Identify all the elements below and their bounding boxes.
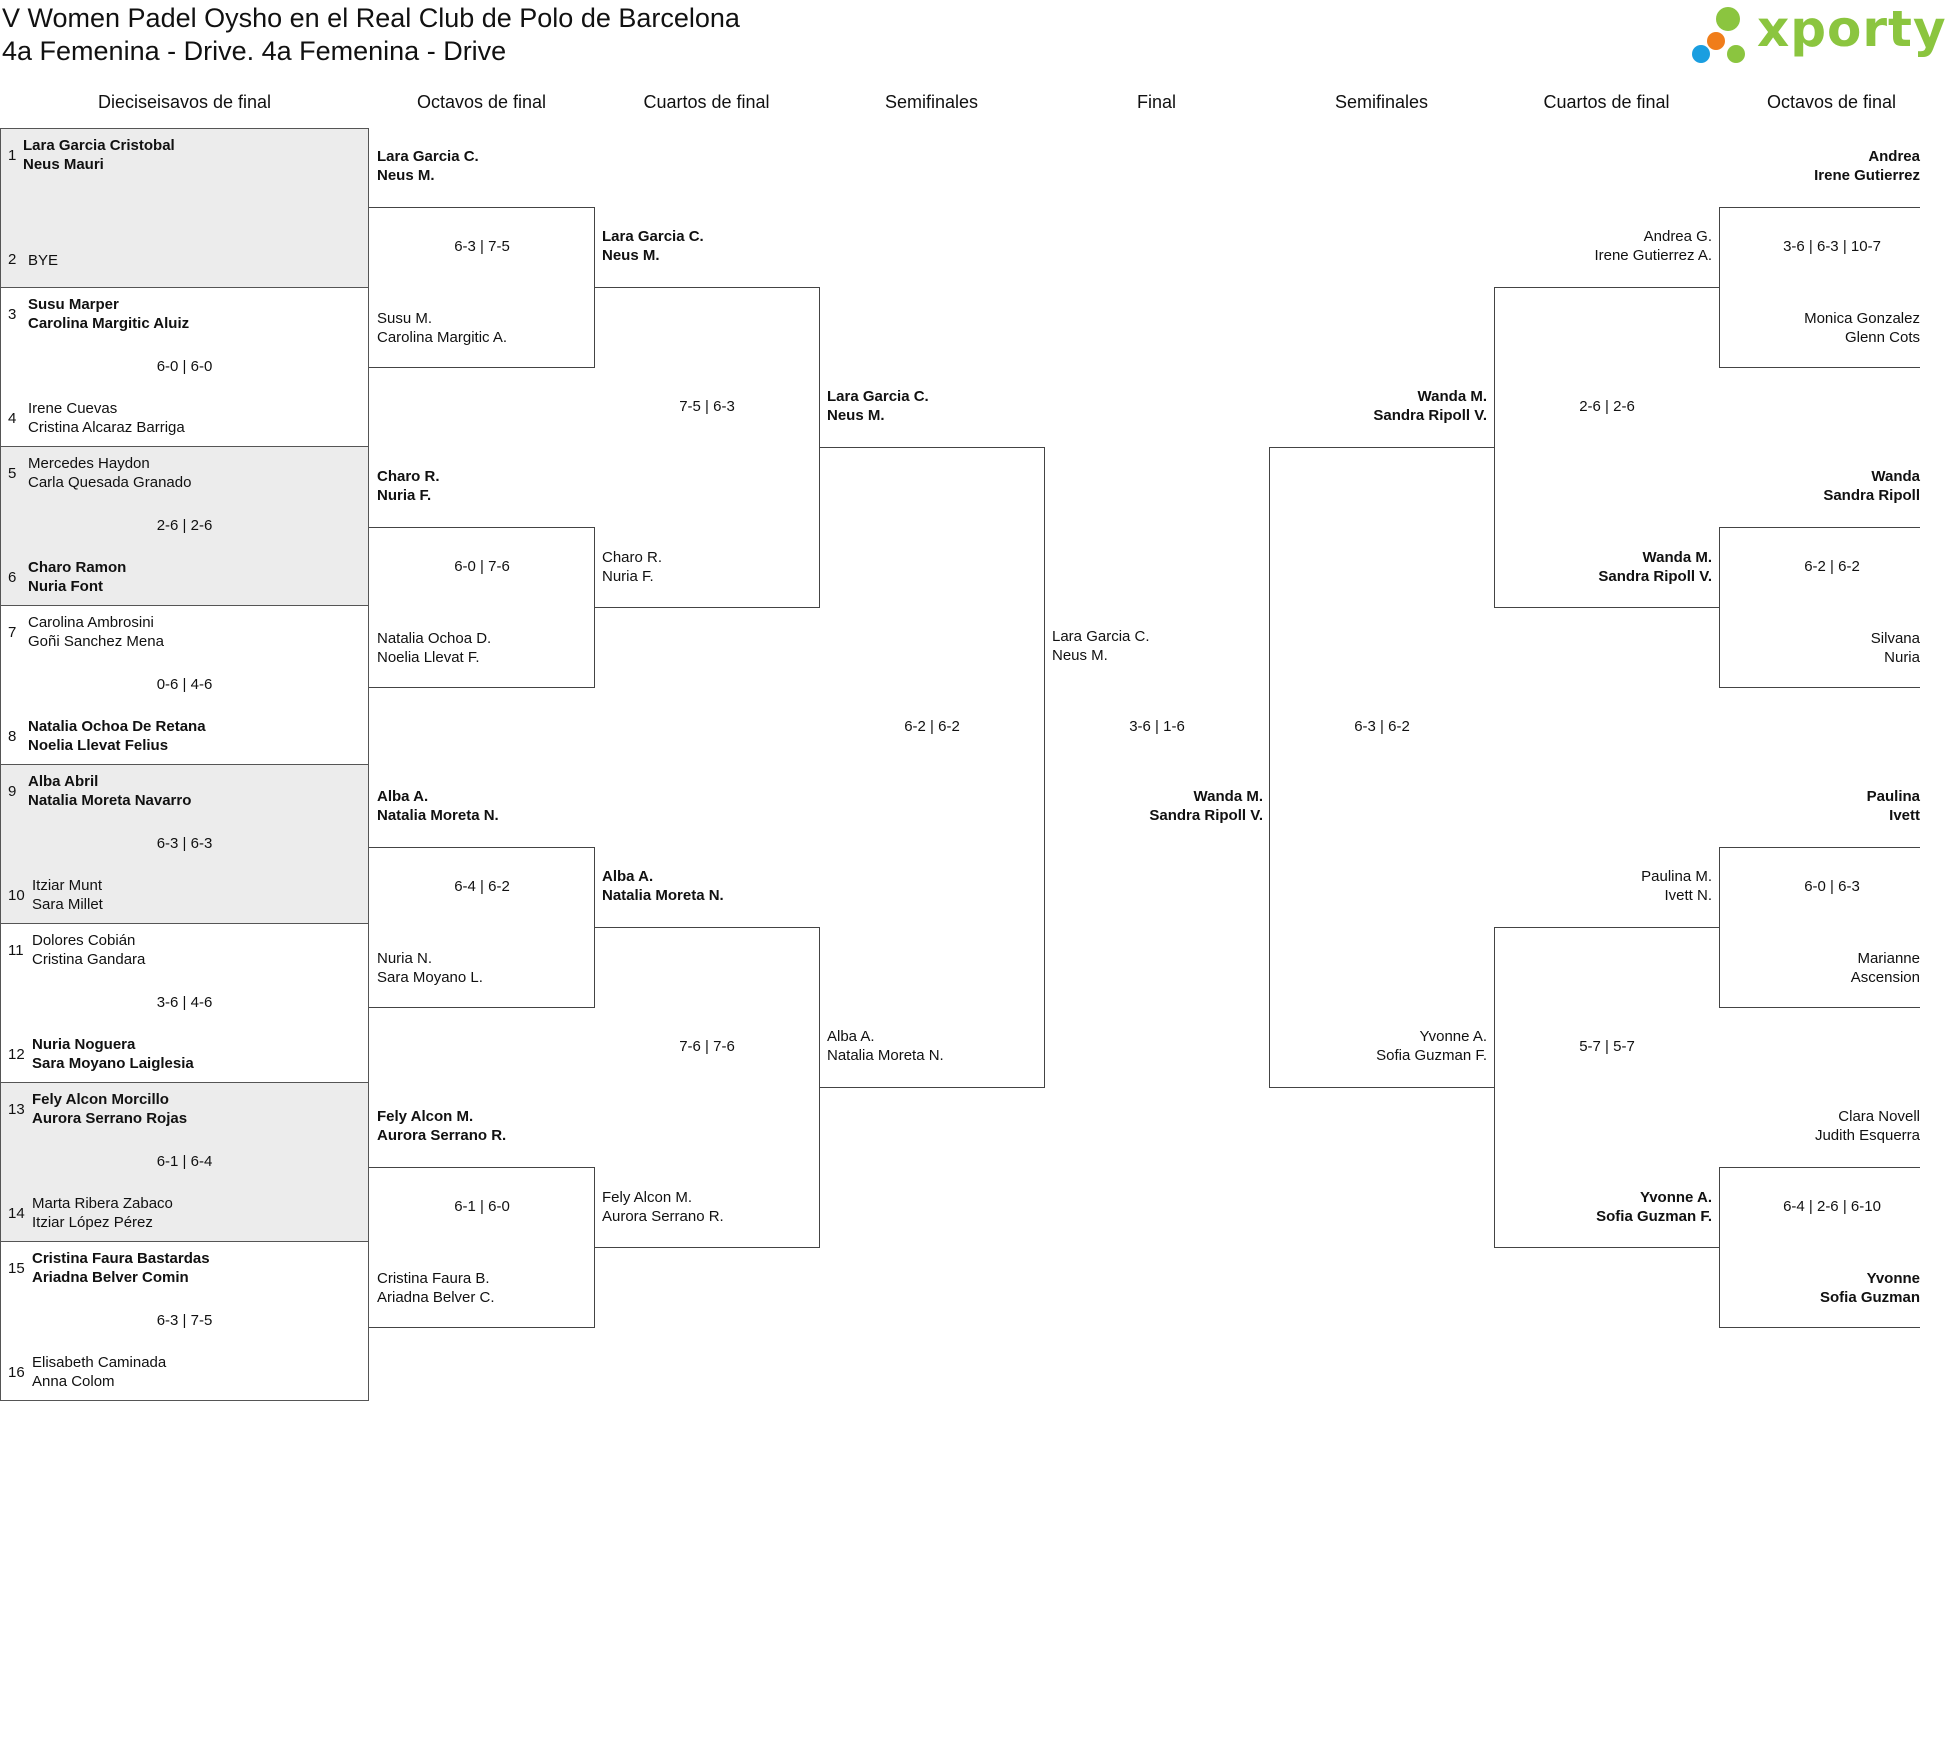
- r32-team-top[interactable]: [32, 1249, 210, 1287]
- r16-right-team-bottom[interactable]: [1851, 949, 1920, 987]
- r16-right-team-top-player: Ivett: [1889, 807, 1920, 824]
- sf-left-team-top-player: Lara Garcia C.: [827, 388, 929, 405]
- r16-right-team-top-player: Judith Esquerra: [1814, 1127, 1920, 1144]
- final-team-top-player: Lara Garcia C.: [1052, 628, 1150, 645]
- match-score: 2-6 | 2-6: [156, 517, 213, 534]
- qf-right-team-bottom-player: Sofia Guzman F.: [1596, 1208, 1712, 1225]
- player-name: Goñi Sanchez Mena: [28, 633, 164, 650]
- r32-match[interactable]: [0, 287, 369, 447]
- qf-left-team-bottom-player: Fely Alcon M.: [602, 1189, 693, 1206]
- r16-left-score: 6-1 | 6-0: [454, 1198, 510, 1215]
- sf-left-team-top-player: Neus M.: [827, 407, 885, 424]
- r16-left-team-bottom-player: Natalia Ochoa D.: [377, 630, 492, 647]
- match-score: 0-6 | 4-6: [156, 676, 213, 693]
- bracket-connector: [1719, 847, 1720, 1008]
- match-score: 6-3 | 7-5: [156, 1312, 213, 1329]
- r32-team-top[interactable]: [32, 1090, 187, 1128]
- player-name: BYE: [28, 252, 59, 269]
- bracket-connector: [1719, 367, 1920, 368]
- r32-team-bottom[interactable]: [28, 558, 126, 596]
- final-team-top-player: Neus M.: [1052, 647, 1108, 664]
- sf-left-team-top[interactable]: [827, 387, 929, 425]
- seed-number: 11: [8, 942, 24, 959]
- r16-right-team-top[interactable]: [1814, 147, 1920, 185]
- r16-left-team-top-player: Lara Garcia C.: [377, 148, 479, 165]
- bracket-connector: [369, 687, 594, 688]
- qf-left-team-bottom-player: Charo R.: [602, 549, 663, 566]
- sf-right-team-top[interactable]: [1373, 387, 1487, 425]
- r16-right-score: 3-6 | 6-3 | 10-7: [1783, 238, 1881, 255]
- r16-left-team-top-player: Neus M.: [377, 167, 435, 184]
- r16-left-team-bottom[interactable]: [377, 309, 507, 347]
- bracket-connector: [1269, 1087, 1494, 1088]
- seed-number: 6: [8, 569, 17, 586]
- qf-right-team-top[interactable]: [1641, 867, 1712, 905]
- final-team-bottom[interactable]: [1149, 787, 1263, 825]
- qf-right-team-top-player: Irene Gutierrez A.: [1594, 247, 1712, 264]
- r32-match[interactable]: [0, 128, 369, 288]
- qf-right-team-top-player: Andrea G.: [1643, 228, 1712, 245]
- bracket-connector: [1269, 447, 1270, 1088]
- sf-left-team-bottom[interactable]: [827, 1027, 944, 1065]
- r32-team-top[interactable]: [23, 136, 175, 174]
- r16-right-team-top[interactable]: [1815, 1107, 1920, 1145]
- player-name: Nuria Noguera: [32, 1036, 136, 1053]
- qf-left-team-bottom-player: Nuria F.: [602, 568, 654, 585]
- bracket-connector: [1494, 287, 1719, 288]
- seed-number: 10: [8, 887, 25, 904]
- player-name: Aurora Serrano Rojas: [32, 1110, 188, 1127]
- player-name: Natalia Ochoa De Retana: [28, 718, 206, 735]
- r32-team-top[interactable]: [32, 931, 145, 969]
- round-header-r32: Dieciseisavos de final: [97, 92, 272, 112]
- round-header-final: Final: [1136, 92, 1176, 112]
- r16-left-team-top-player: Nuria F.: [377, 487, 432, 504]
- player-name: Dolores Cobián: [32, 932, 136, 949]
- logo-dot-orange: [1707, 32, 1725, 50]
- sf-right-team-bottom-player: Sofia Guzman F.: [1376, 1047, 1487, 1064]
- seed-number: 8: [8, 728, 17, 745]
- player-name: Itziar Munt: [32, 877, 103, 894]
- qf-right-team-bottom[interactable]: [1598, 548, 1712, 586]
- r16-right-team-bottom[interactable]: [1820, 1269, 1920, 1307]
- r32-team-bottom[interactable]: [28, 399, 185, 437]
- seed-number: 4: [8, 410, 17, 427]
- bracket-connector: [594, 927, 819, 928]
- qf-right-team-top[interactable]: [1594, 227, 1712, 265]
- r16-right-team-bottom-player: Silvana: [1870, 630, 1920, 647]
- player-name: Sara Moyano Laiglesia: [32, 1055, 194, 1072]
- player-name: Sara Millet: [32, 896, 103, 913]
- r16-right-team-top-player: Irene Gutierrez: [1814, 167, 1920, 184]
- r16-right-team-bottom[interactable]: [1804, 309, 1920, 347]
- r16-right-team-top[interactable]: [1867, 787, 1920, 825]
- qf-left-score: 7-5 | 6-3: [679, 398, 735, 415]
- r16-left-team-top-player: Natalia Moreta N.: [377, 807, 499, 824]
- r32-team-top[interactable]: [28, 454, 191, 492]
- seed-number: 9: [8, 783, 17, 800]
- seed-number: 7: [8, 624, 17, 641]
- qf-right-score: 5-7 | 5-7: [1579, 1038, 1635, 1055]
- r16-right-team-bottom[interactable]: [1871, 629, 1920, 667]
- player-name: Susu Marper: [28, 296, 119, 313]
- r16-left-team-bottom-player: Susu M.: [377, 310, 433, 327]
- bracket-connector: [1494, 1247, 1719, 1248]
- bracket-connector: [1719, 527, 1920, 528]
- bracket-connector: [1719, 1327, 1920, 1328]
- bracket-connector: [1269, 447, 1494, 448]
- r16-left-team-bottom[interactable]: [377, 1269, 495, 1307]
- player-name: Itziar López Pérez: [32, 1214, 153, 1231]
- r16-left-team-top-player: Fely Alcon M.: [377, 1108, 474, 1125]
- match-score: 6-1 | 6-4: [156, 1153, 213, 1170]
- player-name: Elisabeth Caminada: [32, 1354, 167, 1371]
- qf-left-team-top[interactable]: [602, 227, 704, 265]
- bracket-connector: [369, 1167, 594, 1168]
- r32-match[interactable]: [0, 764, 369, 924]
- r16-left-score: 6-4 | 6-2: [454, 878, 510, 895]
- r16-right-team-top-player: Wanda: [1871, 468, 1920, 485]
- final-team-bottom-player: Wanda M.: [1193, 788, 1263, 805]
- r16-left-team-top[interactable]: [377, 147, 479, 185]
- sf-right-team-top-player: Wanda M.: [1417, 388, 1487, 405]
- bracket-connector: [1719, 527, 1720, 688]
- seed-number: 3: [8, 306, 17, 323]
- qf-right-team-bottom-player: Yvonne A.: [1640, 1189, 1712, 1206]
- r16-right-team-bottom-player: Sofia Guzman: [1819, 1289, 1920, 1306]
- r32-team-top[interactable]: [28, 772, 191, 810]
- qf-right-team-bottom-player: Wanda M.: [1642, 549, 1712, 566]
- r16-right-score: 6-4 | 2-6 | 6-10: [1783, 1198, 1881, 1215]
- match-score: 6-0 | 6-0: [156, 358, 213, 375]
- bracket-connector: [594, 607, 819, 608]
- bracket-connector: [1494, 927, 1719, 928]
- r16-left-team-top-player: Charo R.: [377, 468, 440, 485]
- qf-right-team-top-player: Paulina M.: [1641, 868, 1712, 885]
- player-name: Cristina Faura Bastardas: [32, 1250, 210, 1267]
- r32-team-top[interactable]: [28, 295, 189, 333]
- bracket-connector: [1719, 1167, 1720, 1328]
- r16-right-score: 6-0 | 6-3: [1804, 878, 1860, 895]
- player-name: Marta Ribera Zabaco: [32, 1195, 173, 1212]
- bracket-connector: [1719, 207, 1920, 208]
- r16-right-score: 6-2 | 6-2: [1804, 558, 1860, 575]
- player-name: Natalia Moreta Navarro: [28, 792, 192, 809]
- player-name: Noelia Llevat Felius: [28, 737, 169, 754]
- logo-dot-green: [1716, 7, 1740, 31]
- bracket-connector: [1044, 447, 1045, 1088]
- r16-left-team-bottom[interactable]: [377, 629, 491, 667]
- sf-left-team-bottom-player: Natalia Moreta N.: [827, 1047, 944, 1064]
- r16-left-score: 6-3 | 7-5: [454, 238, 510, 255]
- r32-match[interactable]: [0, 605, 369, 765]
- player-name: Charo Ramon: [28, 559, 127, 576]
- r32-match[interactable]: [0, 1082, 369, 1242]
- r32-match[interactable]: [0, 1241, 369, 1401]
- seed-number: 15: [8, 1260, 25, 1277]
- bracket-connector: [1494, 607, 1719, 608]
- round-header-sf-right: Semifinales: [1334, 92, 1429, 112]
- bracket-connector: [1719, 1007, 1920, 1008]
- seed-number: 2: [8, 251, 17, 268]
- r16-right-team-top[interactable]: [1823, 467, 1920, 505]
- qf-right-score: 2-6 | 2-6: [1579, 398, 1635, 415]
- r16-left-team-top[interactable]: [377, 787, 499, 825]
- sf-right-team-top-player: Sandra Ripoll V.: [1373, 407, 1487, 424]
- round-header-r16-left: Octavos de final: [416, 92, 547, 112]
- category-title: 4a Femenina - Drive. 4a Femenina - Drive: [2, 36, 507, 66]
- player-name: Ariadna Belver Comin: [32, 1269, 189, 1286]
- bracket-connector: [369, 1327, 594, 1328]
- round-header-r16-right: Octavos de final: [1766, 92, 1897, 112]
- player-name: Mercedes Haydon: [28, 455, 150, 472]
- qf-left-team-bottom-player: Aurora Serrano R.: [602, 1208, 724, 1225]
- r16-right-team-top-player: Clara Novell: [1838, 1108, 1920, 1125]
- seed-number: 1: [8, 147, 17, 164]
- r16-right-team-bottom-player: Monica Gonzalez: [1804, 310, 1920, 327]
- player-name: Nuria Font: [28, 578, 103, 595]
- qf-left-team-top-player: Alba A.: [602, 868, 654, 885]
- r16-left-team-top-player: Aurora Serrano R.: [377, 1127, 507, 1144]
- seed-number: 12: [8, 1046, 25, 1063]
- r32-team-bottom[interactable]: [28, 251, 58, 270]
- player-name: Cristina Gandara: [32, 951, 146, 968]
- player-name: Alba Abril: [28, 773, 99, 790]
- qf-right-team-top-player: Ivett N.: [1664, 887, 1712, 904]
- match-score: 3-6 | 4-6: [156, 994, 213, 1011]
- final-team-top[interactable]: [1052, 627, 1150, 665]
- r16-right-team-bottom-player: Nuria: [1884, 649, 1920, 666]
- round-header-qf-left: Cuartos de final: [643, 92, 770, 112]
- player-name: Irene Cuevas: [28, 400, 118, 417]
- r32-team-bottom[interactable]: [32, 1353, 166, 1391]
- qf-left-score: 7-6 | 7-6: [679, 1038, 735, 1055]
- player-name: Anna Colom: [32, 1373, 115, 1390]
- player-name: Lara Garcia Cristobal: [23, 137, 175, 154]
- bracket-connector: [819, 447, 1044, 448]
- r16-left-team-top[interactable]: [377, 1107, 506, 1145]
- bracket-connector: [1494, 287, 1495, 608]
- r16-left-team-bottom-player: Noelia Llevat F.: [377, 649, 480, 666]
- r32-match[interactable]: [0, 923, 369, 1083]
- tournament-title: V Women Padel Oysho en el Real Club de Polo de Barcelona: [2, 3, 740, 33]
- xporty-logo[interactable]: [1690, 0, 1947, 68]
- bracket-connector: [1719, 1167, 1920, 1168]
- r16-left-team-top[interactable]: [377, 467, 440, 505]
- bracket-connector: [594, 1247, 819, 1248]
- sf-left-score: 6-2 | 6-2: [904, 718, 960, 735]
- logo-dot-blue: [1692, 45, 1710, 63]
- sf-right-team-bottom[interactable]: [1376, 1027, 1487, 1065]
- r32-match[interactable]: [0, 446, 369, 606]
- r16-left-score: 6-0 | 7-6: [454, 558, 510, 575]
- qf-left-team-top-player: Neus M.: [602, 247, 660, 264]
- r16-right-team-top-player: Paulina: [1866, 788, 1920, 805]
- qf-left-team-top-player: Natalia Moreta N.: [602, 887, 724, 904]
- logo-dot-green-small: [1727, 45, 1745, 63]
- bracket-connector: [369, 527, 594, 528]
- final-score: 3-6 | 1-6: [1129, 718, 1185, 735]
- qf-left-team-bottom[interactable]: [602, 1188, 724, 1226]
- qf-left-team-bottom[interactable]: [602, 548, 662, 586]
- sf-right-score: 6-3 | 6-2: [1354, 718, 1410, 735]
- match-score: 6-3 | 6-3: [156, 835, 213, 852]
- player-name: Carolina Margitic Aluiz: [28, 315, 190, 332]
- player-name: Neus Mauri: [23, 156, 104, 173]
- r32-team-bottom[interactable]: [32, 876, 103, 914]
- sf-right-team-bottom-player: Yvonne A.: [1419, 1028, 1487, 1045]
- player-name: Carla Quesada Granado: [28, 474, 192, 491]
- bracket-connector: [369, 847, 594, 848]
- bracket-connector: [594, 287, 819, 288]
- r16-right-team-bottom-player: Ascension: [1850, 969, 1920, 986]
- sf-left-team-bottom-player: Alba A.: [827, 1028, 875, 1045]
- r16-right-team-top-player: Andrea: [1868, 148, 1920, 165]
- bracket-connector: [369, 367, 594, 368]
- bracket-connector: [369, 207, 594, 208]
- seed-number: 14: [8, 1205, 25, 1222]
- player-name: Cristina Alcaraz Barriga: [28, 419, 185, 436]
- r32-team-bottom[interactable]: [28, 717, 206, 755]
- r16-left-team-bottom-player: Cristina Faura B.: [377, 1270, 490, 1287]
- r32-team-bottom[interactable]: [32, 1194, 173, 1232]
- r16-right-team-bottom-player: Glenn Cots: [1844, 329, 1920, 346]
- bracket-connector: [1494, 927, 1495, 1248]
- seed-number: 13: [8, 1101, 25, 1118]
- r16-left-team-bottom-player: Carolina Margitic A.: [377, 329, 508, 346]
- qf-left-team-top-player: Lara Garcia C.: [602, 228, 704, 245]
- r16-left-team-bottom-player: Sara Moyano L.: [377, 969, 483, 986]
- r32-team-top[interactable]: [28, 613, 164, 651]
- bracket-connector: [1719, 207, 1720, 368]
- final-team-bottom-player: Sandra Ripoll V.: [1149, 807, 1263, 824]
- r16-left-team-top-player: Alba A.: [377, 788, 429, 805]
- qf-left-team-top[interactable]: [602, 867, 724, 905]
- round-header-sf-left: Semifinales: [884, 92, 979, 112]
- r16-left-team-bottom[interactable]: [377, 949, 483, 987]
- qf-right-team-bottom[interactable]: [1596, 1188, 1712, 1226]
- qf-right-team-bottom-player: Sandra Ripoll V.: [1598, 568, 1712, 585]
- bracket-connector: [1719, 687, 1920, 688]
- player-name: Carolina Ambrosini: [28, 614, 154, 631]
- bracket-connector: [369, 1007, 594, 1008]
- seed-number: 16: [8, 1364, 25, 1381]
- r16-right-team-top-player: Sandra Ripoll: [1823, 487, 1920, 504]
- r16-right-team-bottom-player: Yvonne: [1866, 1270, 1920, 1287]
- seed-number: 5: [8, 465, 17, 482]
- bracket-connector: [1719, 847, 1920, 848]
- logo-text: xporty: [1757, 0, 1947, 58]
- r16-right-team-bottom-player: Marianne: [1857, 950, 1920, 967]
- player-name: Fely Alcon Morcillo: [32, 1091, 169, 1108]
- r16-left-team-bottom-player: Nuria N.: [377, 950, 433, 967]
- r32-team-bottom[interactable]: [32, 1035, 194, 1073]
- bracket-connector: [819, 1087, 1044, 1088]
- r16-left-team-bottom-player: Ariadna Belver C.: [377, 1289, 495, 1306]
- round-header-qf-right: Cuartos de final: [1543, 92, 1670, 112]
